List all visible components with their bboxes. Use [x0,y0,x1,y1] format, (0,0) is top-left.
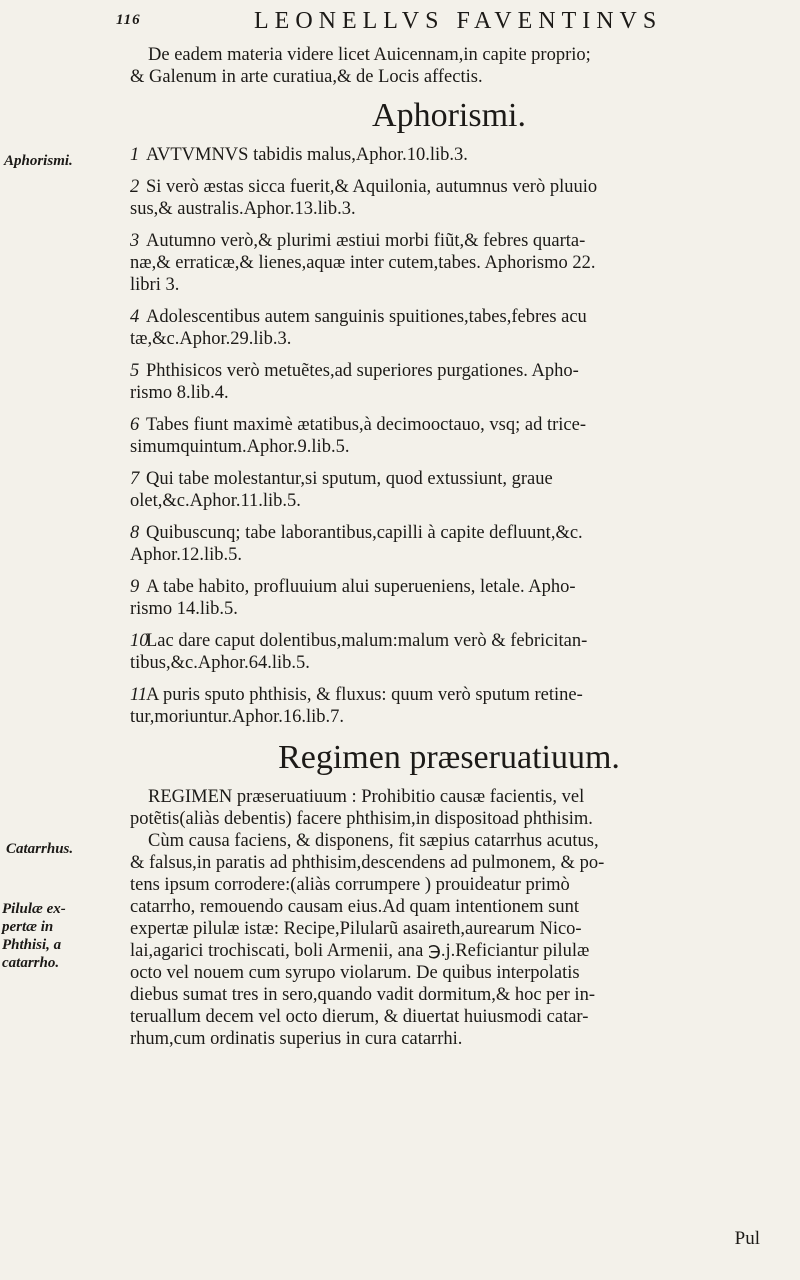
aphorism-line: rismo 8.lib.4. [130,383,229,403]
regimen-line: lai,agarici trochiscati, boli Armenii, ana ℈.j.Reficiantur pilulæ [130,941,590,961]
aphorism-text: Autumno verò,& plurimi æstiui morbi fiũt,& febres quarta- [146,231,586,251]
aphorism-line: sus,& australis.Aphor.13.lib.3. [130,199,356,219]
aphorism-number: 5 [130,361,140,381]
aphorism [130,576,768,620]
text-body [130,44,768,1050]
aphorism-line [130,360,768,382]
aphorism-line [130,306,768,328]
aphorism-line [130,522,768,544]
margin-note-line: Pilulæ ex- [2,901,66,917]
aphorismi-heading: Aphorismi. [372,97,526,134]
aphorism-line: olet,&c.Aphor.11.lib.5. [130,491,301,511]
regimen-line: diebus sumat tres in sero,quando vadit dormitum,& hoc per in- [130,985,595,1005]
regimen-line: expertæ pilulæ istæ: Recipe,Pilularũ asaireth,aurearum Nico- [130,919,582,939]
intro-line: & Galenum in arte curatiua,& de Locis affectis. [130,67,483,87]
regimen-line: teruallum decem vel octo dierum, & diuertat huiusmodi catar- [130,1007,589,1027]
aphorism-line: rismo 14.lib.5. [130,599,238,619]
aphorism-text: Adolescentibus autem sanguinis spuitiones,tabes,febres acu [146,307,587,327]
aphorism [130,306,768,350]
aphorism-text: Phthisicos verò metuẽtes,ad superiores purgationes. Apho- [146,361,579,381]
aphorism-number: 2 [130,177,140,197]
aphorism-text: Si verò æstas sicca fuerit,& Aquilonia, autumnus verò pluuio [146,177,598,197]
aphorism-text: A tabe habito, profluuium alui superueniens, letale. Apho- [146,577,576,597]
aphorism [130,522,768,566]
aphorism [130,684,768,728]
aphorism-text: A puris sputo phthisis, & fluxus: quum verò sputum retine- [146,685,583,705]
regimen-line: tens ipsum corrodere:(aliàs corrumpere ) prouideatur primò [130,875,570,895]
aphorism-line [130,414,768,436]
regimen-line: rhum,cum ordinatis superius in cura catarrhi. [130,1029,463,1049]
aphorism [130,414,768,458]
aphorism-line: simumquintum.Aphor.9.lib.5. [130,437,350,457]
aphorism-number: 9 [130,577,140,597]
aphorism-line [130,144,768,166]
aphorism-number: 1 [130,145,140,165]
aphorism-number: 10 [130,631,149,651]
aphorism-text: Quibuscunq; tabe laborantibus,capilli à capite defluunt,&c. [146,523,583,543]
margin-note-line: Phthisi, a [2,937,62,953]
margin-note-line: catarrho. [2,955,60,971]
page-number: 116 [116,12,141,28]
aphorism-text: Tabes fiunt maximè ætatibus,à decimooctauo, vsq; ad trice- [146,415,587,435]
aphorism-number: 3 [130,231,140,251]
regimen-paragraph [130,786,768,1050]
aphorism-line: tibus,&c.Aphor.64.lib.5. [130,653,310,673]
catchword: Pul [734,1228,760,1249]
regimen-line: REGIMEN præseruatiuum : Prohibitio causæ facientis, vel [148,787,585,807]
aphorism [130,144,768,166]
aphorism-text: AVTVMNVS tabidis malus,Aphor.10.lib.3. [146,145,468,165]
aphorism-text: Lac dare caput dolentibus,malum:malum verò & febricitan- [146,631,588,651]
aphorism-line [130,684,768,706]
aphorism-list [130,144,768,728]
regimen-line: catarrho, remouendo causam eius.Ad quam intentionem sunt [130,897,580,917]
aphorism-line: Aphor.12.lib.5. [130,545,243,565]
intro-paragraph [130,44,768,88]
aphorism [130,360,768,404]
aphorism-line [130,576,768,598]
aphorism-line: libri 3. [130,275,180,295]
aphorism-number: 11 [130,685,148,705]
aphorism-number: 8 [130,523,140,543]
aphorism-line: næ,& erraticæ,& lienes,aquæ inter cutem,tabes. Aphorismo 22. [130,253,596,273]
aphorism-number: 6 [130,415,140,435]
aphorism-line [130,468,768,490]
margin-note-line: pertæ in [2,919,54,935]
aphorism-number: 4 [130,307,140,327]
margin-note-catarrhus: Catarrhus. [6,841,74,857]
aphorism-text: Qui tabe molestantur,si sputum, quod extussiunt, graue [146,469,553,489]
aphorism-number: 7 [130,469,140,489]
regimen-line: potẽtis(aliàs debentis) facere phthisim,in dispositoad phthisim. [130,809,593,829]
regimen-heading: Regimen præseruatiuum. [278,739,620,776]
regimen-line: & falsus,in paratis ad phthisim,descendens ad pulmonem, & po- [130,853,605,873]
aphorism [130,630,768,674]
aphorism [130,176,768,220]
aphorism-line [130,230,768,252]
aphorism [130,468,768,512]
margin-note-aphorismi: Aphorismi. [4,153,73,169]
regimen-line: Cùm causa faciens, & disponens, fit sæpius catarrhus acutus, [148,831,599,851]
aphorism-line [130,176,768,198]
running-title: LEONELLVS FAVENTINVS [254,8,663,34]
aphorism-line: tæ,&c.Aphor.29.lib.3. [130,329,292,349]
margin-note-pilulae [2,900,114,972]
regimen-line: octo vel nouem cum syrupo violarum. De quibus interpolatis [130,963,580,983]
aphorism-line: tur,moriuntur.Aphor.16.lib.7. [130,707,345,727]
aphorism-line [130,630,768,652]
aphorism [130,230,768,296]
intro-line: De eadem materia videre licet Auicennam,in capite proprio; [148,45,591,65]
